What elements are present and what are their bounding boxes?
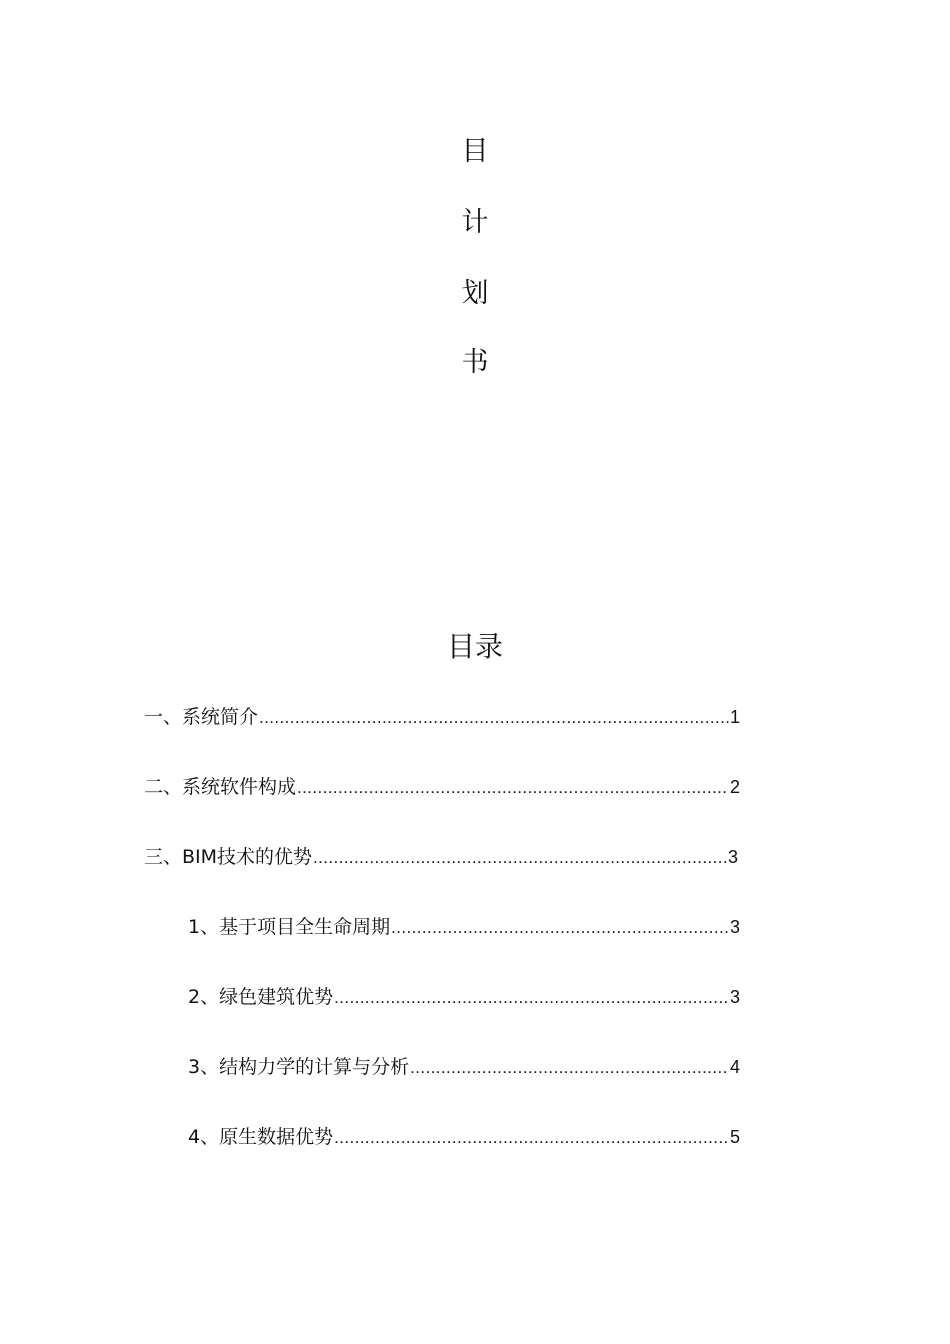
toc-entry-page: 2 — [729, 777, 740, 797]
toc-entry-label: 三、BIM技术的优势 — [144, 846, 313, 868]
dot-leader — [334, 983, 729, 1011]
dot-leader — [410, 1053, 729, 1081]
toc-entry-page: 4 — [729, 1057, 740, 1077]
dot-leader — [334, 1123, 729, 1151]
toc-entry-label: 二、系统软件构成 — [144, 776, 297, 798]
toc-entry[interactable] — [144, 703, 740, 731]
toc-entry-page: 5 — [729, 1127, 740, 1147]
cover-title-char-2: 计 — [461, 207, 489, 238]
toc-entry-label: 3、结构力学的计算与分析 — [188, 1056, 410, 1078]
toc-entry[interactable] — [144, 843, 738, 871]
toc-entry-page: 3 — [729, 917, 740, 937]
dot-leader — [313, 843, 727, 871]
toc-entry[interactable] — [188, 1053, 740, 1081]
toc-entry-label: 一、系统简介 — [144, 706, 259, 728]
toc-entry[interactable] — [188, 1123, 740, 1151]
toc-heading: 目录 — [446, 630, 503, 663]
dot-leader — [297, 773, 729, 801]
cover-title-char-1: 目 — [461, 136, 489, 167]
toc-entry[interactable] — [144, 773, 740, 801]
cover-title-char-3: 划 — [461, 278, 489, 309]
toc-entry-page: 1 — [729, 707, 740, 727]
dot-leader — [259, 703, 729, 731]
toc-entry[interactable] — [188, 913, 740, 941]
toc-entry-page: 3 — [727, 847, 738, 867]
toc-entry-page: 3 — [729, 987, 740, 1007]
toc-entry-label: 2、绿色建筑优势 — [188, 986, 334, 1008]
toc-entry-label: 4、原生数据优势 — [188, 1126, 334, 1148]
toc-entry[interactable] — [188, 983, 740, 1011]
cover-title-char-4: 书 — [461, 347, 489, 378]
dot-leader — [391, 913, 729, 941]
toc-entry-label: 1、基于项目全生命周期 — [188, 916, 391, 938]
